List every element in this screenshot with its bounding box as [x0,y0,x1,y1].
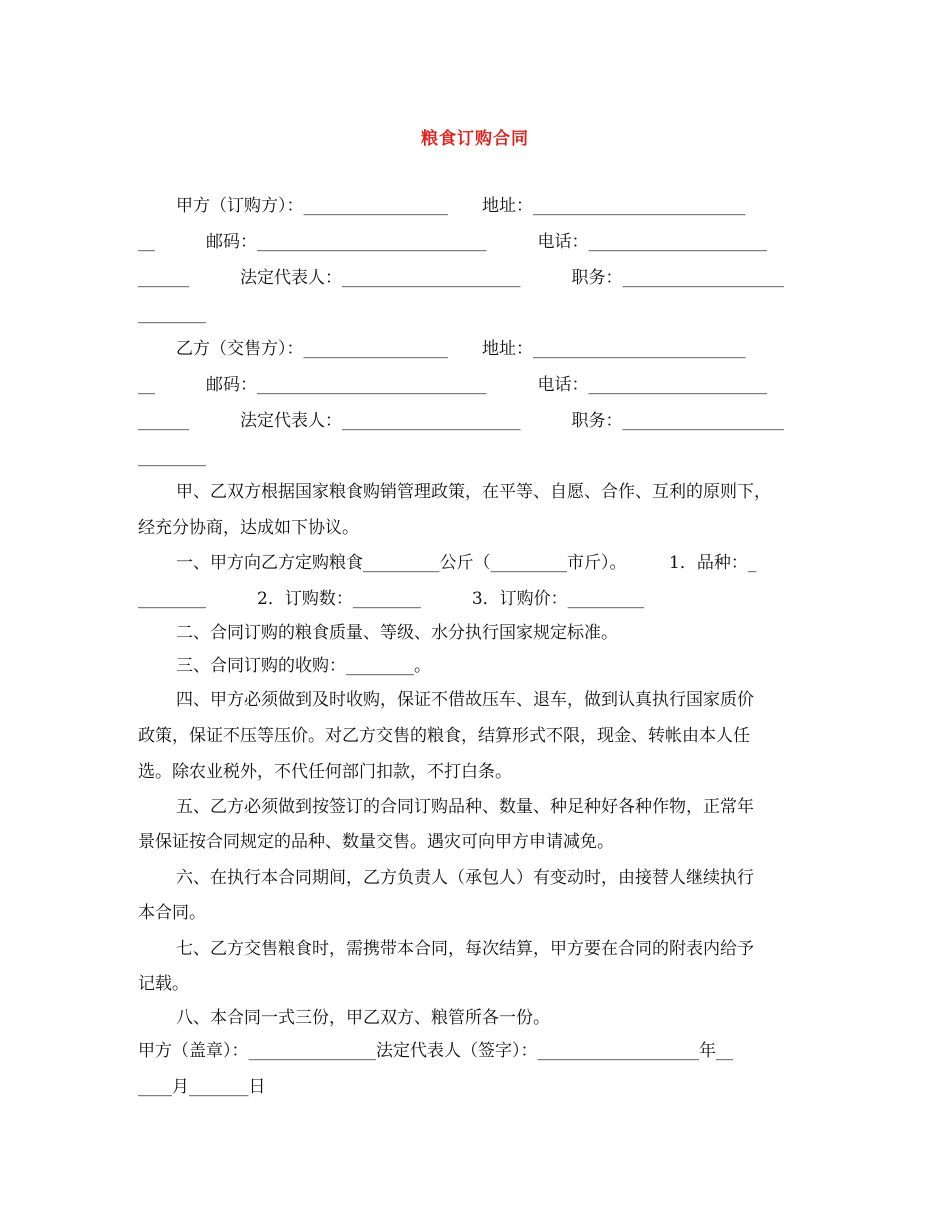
party-b-name-address: 乙方（交售方）：_________________ 地址：_________________________ [176,339,746,359]
clause-7-line-2: 记载。 [138,974,189,994]
clause-7-line-1: 七、乙方交售粮食时，需携带本合同，每次结算，甲方要在合同的附表内给予 [176,939,754,959]
party-a-position-continuation: ________ [138,304,206,324]
clause-5-line-2: 景保证按合同规定的品种、数量交售。遇灾可向甲方申请减免。 [138,832,614,852]
party-a-name-address: 甲方（订购方）：_________________ 地址：_________________________ [176,196,746,216]
clause-2: 二、合同订购的粮食质量、等级、水分执行国家规定标准。 [176,623,618,643]
clause-6-line-1: 六、在执行本合同期间，乙方负责人（承包人）有变动时，由接替人继续执行 [176,868,754,888]
party-b-position-continuation: ________ [138,447,206,467]
clause-4-line-3: 选。除农业税外，不代任何部门扣款，不打白条。 [138,762,512,782]
preamble-line-1: 甲、乙双方根据国家粮食购销管理政策，在平等、自愿、合作、互利的原则下， [176,482,771,502]
clause-4-line-2: 政策，保证不压等压价。对乙方交售的粮食，结算形式不限，现金、转帐由本人任 [138,726,750,746]
clause-5-line-1: 五、乙方必须做到按签订的合同订购品种、数量、种足种好各种作物，正常年 [176,797,754,817]
preamble-line-2: 经充分协商，达成如下协议。 [138,518,359,538]
clause-3: 三、合同订购的收购：________。 [176,656,431,676]
party-b-postcode-phone: __ 邮码：___________________________ 电话：_____________________ [138,375,767,395]
clause-1-line-1: 一、甲方向乙方定购粮食_________公斤（_________市斤）。 1．品种：_ [176,553,757,573]
clause-6-line-2: 本合同。 [138,903,206,923]
clause-8: 八、本合同一式三份，甲乙双方、粮管所各一份。 [176,1008,550,1028]
party-a-postcode-phone: __ 邮码：___________________________ 电话：_____________________ [138,232,767,252]
contract-title: 粮食订购合同 [421,129,529,149]
signature-line-1: 甲方（盖章）：_______________法定代表人（签字）：___________________年__ [138,1041,733,1061]
clause-4-line-1: 四、甲方必须做到及时收购，保证不借故压车、退车，做到认真执行国家质价 [176,690,754,710]
party-a-representative-position: ______ 法定代表人：_____________________ 职务：___________________ [138,268,784,288]
party-b-representative-position: ______ 法定代表人：_____________________ 职务：___________________ [138,411,784,431]
signature-line-2: ____月_______日 [138,1077,266,1097]
clause-1-line-2: ________ 2．订购数：________ 3．订购价：_________ [138,589,645,609]
